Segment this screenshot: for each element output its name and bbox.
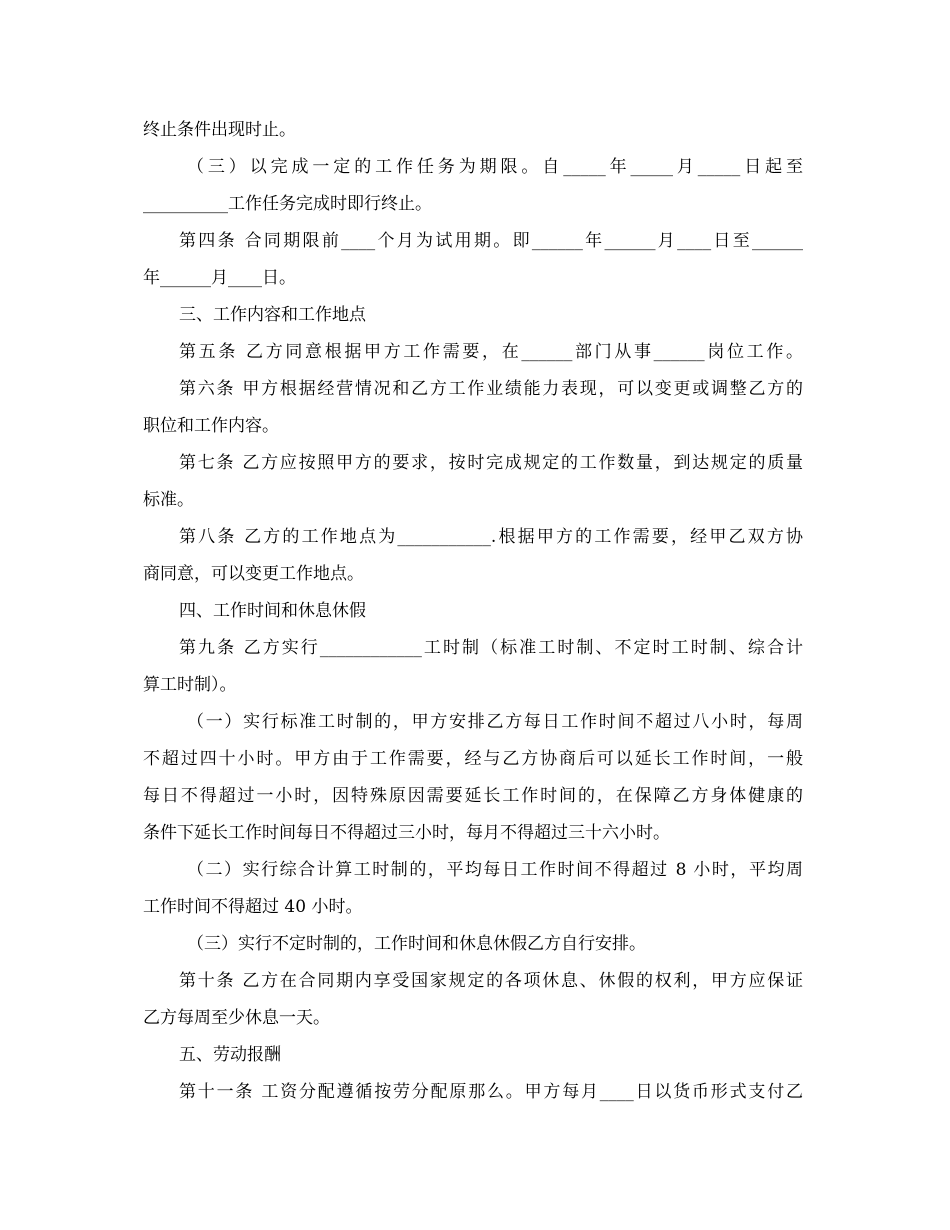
text-line: 第五条 乙方同意根据甲方工作需要，在______部门从事______岗位工作。 <box>179 342 803 362</box>
text-line: 不超过四十小时。甲方由于工作需要，经与乙方协商后可以延长工作时间，一般 <box>143 749 803 769</box>
text-line: 算工时制）。 <box>143 675 237 695</box>
section-heading: 四、工作时间和休息休假 <box>179 601 366 621</box>
text-line: __________工作任务完成时即行终止。 <box>143 194 432 214</box>
text-line: 终止条件出现时止。 <box>143 120 296 140</box>
text-line: 第六条 甲方根据经营情况和乙方工作业绩能力表现，可以变更或调整乙方的 <box>179 379 803 399</box>
text-line: 职位和工作内容。 <box>143 416 279 436</box>
text-line: 工作时间不得超过 40 小时。 <box>143 897 363 917</box>
text-line: 每日不得超过一小时，因特殊原因需要延长工作时间的，在保障乙方身体健康的 <box>143 786 803 806</box>
document-body <box>143 112 803 1111</box>
text-line: 乙方每周至少休息一天。 <box>143 1008 330 1028</box>
text-line: （二）实行综合计算工时制的，平均每日工作时间不得超过 8 小时，平均周 <box>187 860 803 880</box>
text-line: 第九条 乙方实行____________工时制（标准工时制、不定时工时制、综合计 <box>179 638 803 658</box>
text-line: （三）实行不定时制的，工作时间和休息休假乙方自行安排。 <box>187 934 646 954</box>
text-line: 第七条 乙方应按照甲方的要求，按时完成规定的工作数量，到达规定的质量 <box>179 453 803 473</box>
section-heading: 五、劳动报酬 <box>179 1045 281 1065</box>
text-line: 标准。 <box>143 490 194 510</box>
text-line: 第八条 乙方的工作地点为___________.根据甲方的工作需要，经甲乙双方协 <box>179 527 803 547</box>
text-line: 年______月____日。 <box>143 268 296 288</box>
text-line: （一）实行标准工时制的，甲方安排乙方每日工作时间不超过八小时，每周 <box>187 712 803 732</box>
text-line: 第十一条 工资分配遵循按劳分配原那么。甲方每月____日以货币形式支付乙 <box>179 1082 803 1102</box>
section-heading: 三、工作内容和工作地点 <box>179 305 366 325</box>
text-line: 商同意，可以变更工作地点。 <box>143 564 364 584</box>
text-line: （三）以完成一定的工作任务为期限。自_____年_____月_____日起至 <box>187 157 803 177</box>
text-line: 第四条 合同期限前____个月为试用期。即______年______月____日至______ <box>179 231 803 251</box>
text-line: 条件下延长工作时间每日不得超过三小时，每月不得超过三十六小时。 <box>143 823 670 843</box>
text-line: 第十条 乙方在合同期内享受国家规定的各项休息、休假的权利，甲方应保证 <box>179 971 803 991</box>
